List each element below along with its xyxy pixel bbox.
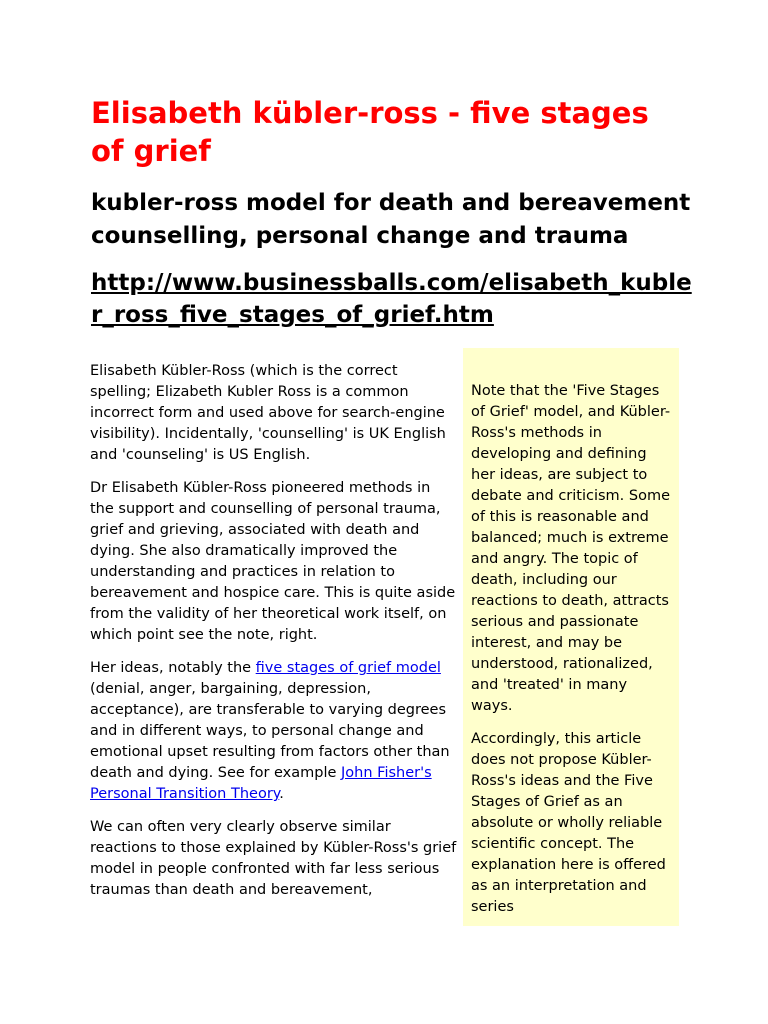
fisher-transition-link[interactable]: John Fisher's Personal Transition Theory [90, 765, 432, 802]
page-title: Elisabeth kübler-ross - five stages of grief [91, 96, 649, 168]
five-stages-link[interactable]: five stages of grief model [255, 660, 441, 676]
main-column [90, 361, 458, 913]
source-url-link[interactable]: http://www.businessballs.com/elisabeth_kubler_ross_five_stages_of_grief.htm [91, 270, 692, 328]
page-subtitle: kubler-ross model for death and bereavement counselling, personal change and trauma [91, 190, 691, 249]
paragraph-pioneer: Dr Elisabeth Kübler-Ross pioneered methods in the support and counselling of personal trauma, grief and grieving, associated with death and dying. She also dramatically improved the understanding and practices in relation to bereavement and hospice care. This is quite aside from the validity of her theoretical work itself, on which point see the note, right. [90, 480, 456, 643]
paragraph-ideas-text-1: Her ideas, notably the [90, 660, 256, 676]
paragraph-ideas-text-3: . [279, 786, 284, 802]
sidebar-note-paragraph: Note that the 'Five Stages of Grief' model, and Kübler-Ross's methods in developing and defining her ideas, are subject to debate and criticism. Some of this is reasonable and balanced; much is extreme and angry. The topic of death, including our reactions to death, attracts serious and passionate interest, and may be understood, rationalized, and 'treated' in many ways. [471, 383, 671, 714]
paragraph-spelling-note: Elisabeth Kübler-Ross (which is the correct spelling; Elizabeth Kubler Ross is a common incorrect form and used above for search-engine visibility). Incidentally, 'counselling' is UK English and 'counseling' is US English. [90, 363, 446, 463]
paragraph-similar-reactions: We can often very clearly observe similar reactions to those explained by Kübler-Ross's grief model in people confronted with far less serious traumas than death and bereavement, [90, 819, 457, 898]
note-sidebar [463, 348, 679, 926]
sidebar-accordingly-paragraph: Accordingly, this article does not propose Kübler-Ross's ideas and the Five Stages of Grief as an absolute or wholly reliable scientific concept. The explanation here is offered as an interpretation and series [471, 731, 666, 915]
paragraph-ideas [90, 658, 458, 805]
paragraph-ideas-text-2: (denial, anger, bargaining, depression, acceptance), are transferable to varying degrees and in different ways, to personal change and emotional upset resulting from factors other than death and dying. See for example [90, 681, 450, 781]
